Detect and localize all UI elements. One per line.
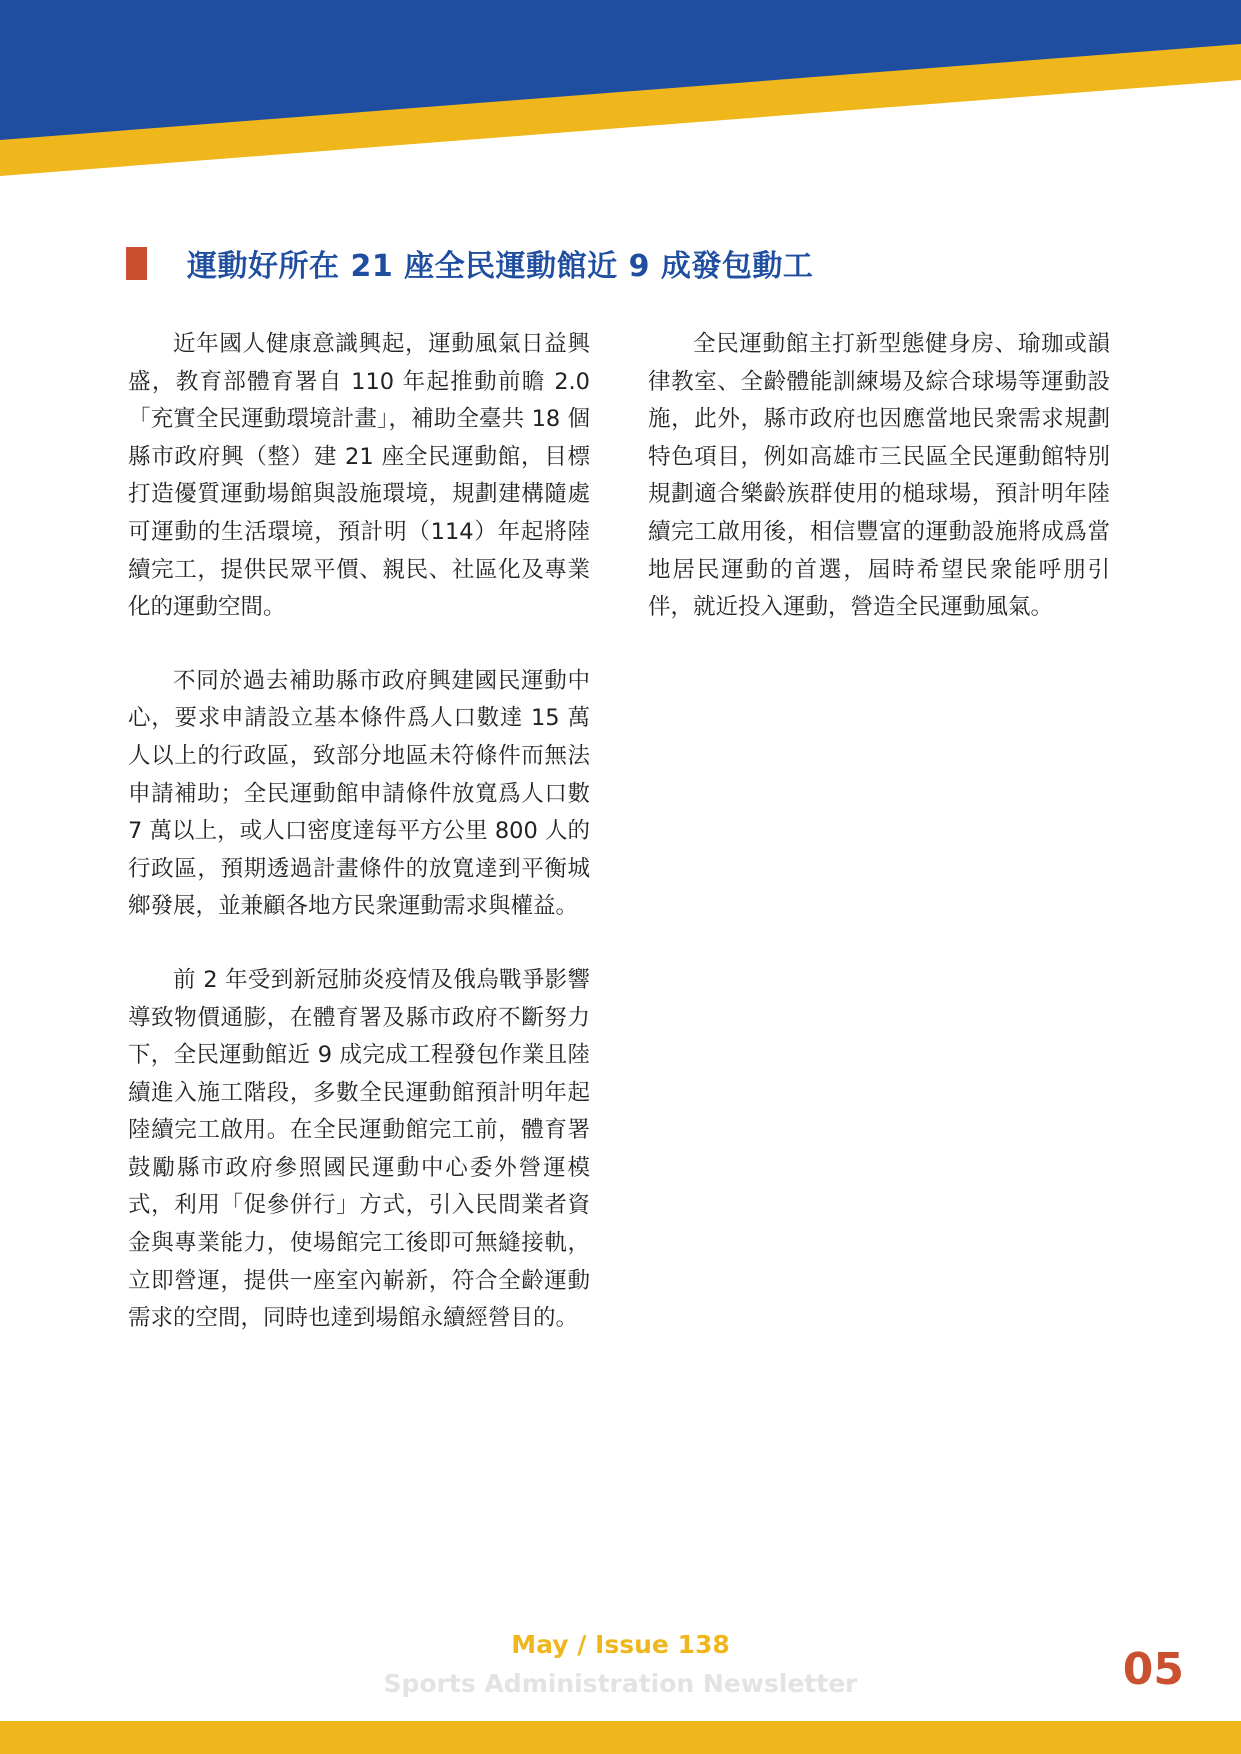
footer-newsletter-label: Sports Administration Newsletter	[383, 1669, 858, 1698]
footer-bar	[0, 1721, 1241, 1754]
article-paragraph-1: 近年國人健康意識興起，運動風氣日益興盛，教育部體育署自 110 年起推動前瞻 2.0「充實全民運動環境計畫」，補助全臺共 18 個縣市政府興（整）建 21 座全民運動館，目標打造優質運動場館與設施環境，規劃建構隨處可運動的生活環境，預計明（114）年起將陸續完工，提供民眾平價、親民、社區化及專業化的運動空間。	[128, 331, 590, 621]
article-paragraph-4: 全民運動館主打新型態健身房、瑜珈或韻律教室、全齡體能訓練場及綜合球場等運動設施，此外，縣市政府也因應當地民衆需求規劃特色項目，例如高雄市三民區全民運動館特別規劃適合樂齡族群使用的槌球場，預計明年陸續完工啟用後，相信豐富的運動設施將成爲當地居民運動的首選，屆時希望民衆能呼朋引伴，就近投入運動，營造全民運動風氣。	[648, 331, 1110, 621]
right-column	[648, 326, 1110, 663]
page-title: 運動好所在 21 座全民運動館近 9 成發包動工	[187, 249, 814, 284]
header-banner	[0, 0, 1241, 180]
article-title-row	[126, 238, 813, 288]
article-paragraph-3: 前 2 年受到新冠肺炎疫情及俄烏戰爭影響導致物價通膨，在體育署及縣市政府不斷努力下，全民運動館近 9 成完成工程發包作業且陸續進入施工階段，多數全民運動館預計明年起陸續完工啟用。在全民運動館完工前，體育署鼓勵縣市政府參照國民運動中心委外營運模式，利用「促參併行」方式，引入民間業者資金與專業能力，使場館完工後即可無縫接軌，立即營運，提供一座室內嶄新，符合全齡運動需求的空間，同時也達到場館永續經營目的。	[128, 966, 590, 1332]
footer-issue-label: May / Issue 138	[511, 1630, 730, 1659]
title-marker-icon	[126, 247, 147, 280]
page-number: 05	[1122, 1644, 1184, 1695]
article-paragraph-2: 不同於過去補助縣市政府興建國民運動中心，要求申請設立基本條件爲人口數達 15 萬人以上的行政區，致部分地區未符條件而無法申請補助；全民運動館申請條件放寬爲人口數 7 萬以上，或人口密度達每平方公里 800 人的行政區，預期透過計畫條件的放寬達到平衡城鄉發展，並兼顧各地方民衆運動需求與權益。	[128, 667, 590, 920]
left-column	[128, 326, 590, 1374]
